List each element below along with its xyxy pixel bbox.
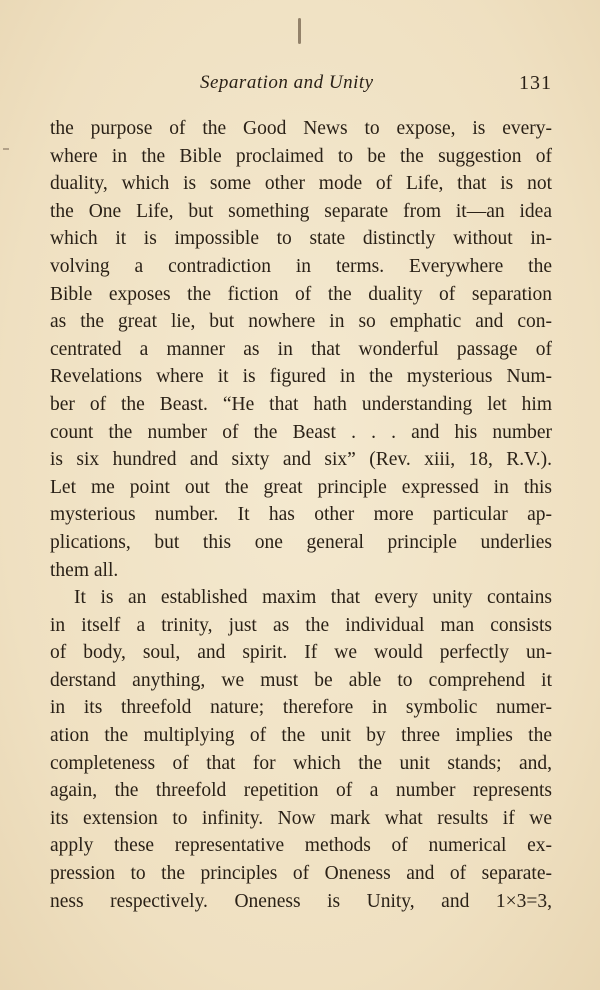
text-line: where in the Bible proclaimed to be the suggestion of [50, 145, 552, 167]
binding-mark [298, 18, 301, 44]
text-line: mysterious number. It has other more particular ap- [50, 504, 552, 526]
text-line: is six hundred and sixty and six” (Rev. xiii, 18, R.V.). [50, 449, 552, 471]
page-number: 131 [519, 72, 552, 94]
text-line: the One Life, but something separate from it—an idea [50, 200, 552, 222]
text-line: apply these representative methods of numerical ex- [50, 835, 552, 857]
text-line: again, the threefold repetition of a number represents [50, 780, 552, 802]
paragraph-last-line: them all. [50, 559, 119, 581]
text-line: Let me point out the great principle expressed in this [50, 476, 552, 498]
text-line: count the number of the Beast . . . and his number [50, 421, 552, 443]
text-line: ber of the Beast. “He that hath understanding let him [50, 393, 552, 415]
running-title: Separation and Unity [200, 72, 374, 93]
text-line: Bible exposes the fiction of the duality of separation [50, 283, 552, 305]
text-line: in itself a trinity, just as the individual man consists [50, 614, 552, 636]
text-line: volving a contradiction in terms. Everywhere the [50, 255, 552, 277]
text-line: of body, soul, and spirit. If we would perfectly un- [50, 642, 552, 664]
text-line: centrated a manner as in that wonderful passage of [50, 338, 552, 360]
text-line: completeness of that for which the unit stands; and, [50, 752, 552, 774]
text-line: ness respectively. Oneness is Unity, and 1×3=3, [50, 890, 552, 912]
text-line: plications, but this one general principle underlies [50, 531, 552, 553]
text-line: pression to the principles of Oneness and of separate- [50, 863, 552, 885]
paragraph-first-line: It is an established maxim that every unity contains [74, 587, 552, 609]
margin-mark [3, 148, 9, 150]
text-line: the purpose of the Good News to expose, is every- [50, 118, 552, 139]
text-line: derstand anything, we must be able to comprehend it [50, 669, 552, 691]
text-line: as the great lie, but nowhere in so emphatic and con- [50, 311, 552, 333]
text-line: Revelations where it is figured in the mysterious Num- [50, 366, 552, 388]
text-line: ation the multiplying of the unit by three implies the [50, 725, 552, 747]
text-line: its extension to infinity. Now mark what results if we [50, 807, 552, 829]
text-line: in its threefold nature; therefore in symbolic numer- [50, 697, 552, 719]
text-line: which it is impossible to state distinctly without in- [50, 228, 552, 250]
body-text [50, 115, 552, 915]
page-header [50, 72, 552, 102]
text-line: duality, which is some other mode of Life, that is not [50, 173, 552, 195]
